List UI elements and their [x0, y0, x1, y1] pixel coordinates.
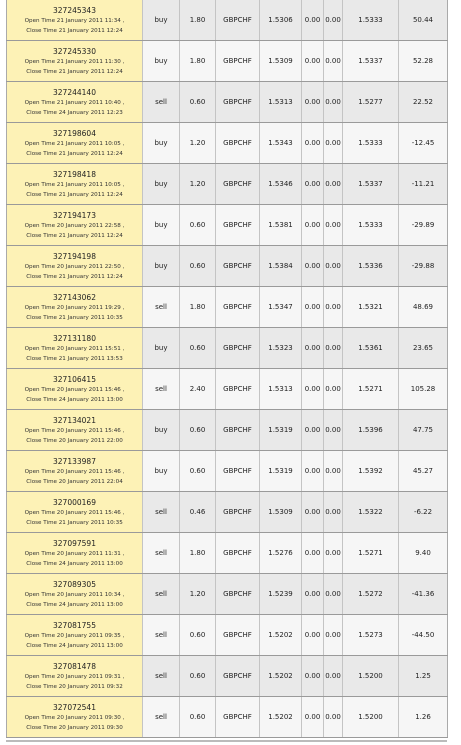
close-time: Close Time 21 January 2011 12:24	[26, 192, 123, 198]
ticket-number: 327000169	[53, 498, 96, 507]
ticket-number: 327081755	[53, 621, 96, 630]
open-price-cell: 1.5309	[260, 492, 302, 533]
stop-loss-cell: 0.00	[302, 41, 324, 82]
close-price-cell: 1.5200	[343, 656, 399, 697]
trade-type-cell: buy	[143, 0, 180, 41]
ticket-number: 327245330	[53, 47, 96, 56]
profit-cell: -12.45	[399, 123, 448, 164]
lots-cell: 0.60	[180, 451, 216, 492]
ticket-number: 327106415	[53, 375, 96, 384]
symbol-cell: GBPCHF	[216, 451, 260, 492]
open-price-cell: 1.5319	[260, 451, 302, 492]
profit-cell: -44.50	[399, 615, 448, 656]
take-profit-cell: 0.00	[324, 615, 343, 656]
open-price-cell: 1.5381	[260, 205, 302, 246]
trade-info-cell	[7, 533, 143, 574]
open-price-cell: 1.5276	[260, 533, 302, 574]
trade-info-cell	[7, 82, 143, 123]
symbol-cell: GBPCHF	[216, 615, 260, 656]
table-row	[7, 574, 448, 615]
trade-type-cell: sell	[143, 287, 180, 328]
symbol-cell: GBPCHF	[216, 164, 260, 205]
take-profit-cell: 0.00	[324, 697, 343, 738]
stop-loss-cell: 0.00	[302, 410, 324, 451]
stop-loss-cell: 0.00	[302, 0, 324, 41]
open-price-cell: 1.5323	[260, 328, 302, 369]
stop-loss-cell: 0.00	[302, 656, 324, 697]
lots-cell: 0.60	[180, 82, 216, 123]
profit-cell: 48.69	[399, 287, 448, 328]
close-price-cell: 1.5271	[343, 369, 399, 410]
table-row	[7, 123, 448, 164]
profit-cell: 23.65	[399, 328, 448, 369]
trade-type-cell: buy	[143, 328, 180, 369]
close-price-cell: 1.5333	[343, 0, 399, 41]
trade-type-cell: buy	[143, 410, 180, 451]
close-time: Close Time 20 January 2011 22:04	[26, 479, 123, 485]
symbol-cell: GBPCHF	[216, 205, 260, 246]
open-price-cell: 1.5309	[260, 41, 302, 82]
open-time: Open Time 21 January 2011 11:34 ,	[24, 18, 125, 24]
trade-type-cell: sell	[143, 369, 180, 410]
table-row	[7, 533, 448, 574]
table-row	[7, 451, 448, 492]
trade-type-cell: sell	[143, 533, 180, 574]
table-row	[7, 369, 448, 410]
ticket-number: 327194198	[53, 252, 96, 261]
close-time: Close Time 24 January 2011 13:00	[26, 397, 123, 403]
trade-type-cell: sell	[143, 697, 180, 738]
open-price-cell: 1.5313	[260, 82, 302, 123]
open-price-cell: 1.5202	[260, 697, 302, 738]
lots-cell: 1.80	[180, 533, 216, 574]
lots-cell: 1.80	[180, 0, 216, 41]
stop-loss-cell: 0.00	[302, 574, 324, 615]
take-profit-cell: 0.00	[324, 451, 343, 492]
table-row	[7, 287, 448, 328]
trade-info-cell	[7, 574, 143, 615]
open-time: Open Time 20 January 2011 10:34 ,	[24, 592, 125, 598]
trade-info-cell	[7, 697, 143, 738]
open-price-cell: 1.5202	[260, 656, 302, 697]
close-price-cell: 1.5337	[343, 164, 399, 205]
table-row	[7, 0, 448, 41]
symbol-cell: GBPCHF	[216, 533, 260, 574]
lots-cell: 1.20	[180, 574, 216, 615]
symbol-cell: GBPCHF	[216, 287, 260, 328]
stop-loss-cell: 0.00	[302, 246, 324, 287]
take-profit-cell: 0.00	[324, 205, 343, 246]
open-price-cell: 1.5202	[260, 615, 302, 656]
open-price-cell: 1.5346	[260, 164, 302, 205]
take-profit-cell: 0.00	[324, 410, 343, 451]
stop-loss-cell: 0.00	[302, 123, 324, 164]
symbol-cell: GBPCHF	[216, 410, 260, 451]
open-time: Open Time 20 January 2011 15:46 ,	[24, 387, 125, 393]
ticket-number: 327134021	[53, 416, 96, 425]
ticket-number: 327097591	[53, 539, 96, 548]
ticket-number: 327198604	[53, 129, 96, 138]
close-price-cell: 1.5271	[343, 533, 399, 574]
table-bottom-rule	[6, 740, 447, 742]
lots-cell: 2.40	[180, 369, 216, 410]
close-price-cell: 1.5336	[343, 246, 399, 287]
open-time: Open Time 20 January 2011 22:50 ,	[24, 264, 125, 270]
open-time: Open Time 20 January 2011 15:51 ,	[24, 346, 125, 352]
trade-info-cell	[7, 451, 143, 492]
take-profit-cell: 0.00	[324, 656, 343, 697]
trade-info-cell	[7, 287, 143, 328]
table-row	[7, 492, 448, 533]
profit-cell: 50.44	[399, 0, 448, 41]
take-profit-cell: 0.00	[324, 287, 343, 328]
ticket-number: 327081478	[53, 662, 96, 671]
profit-cell: 9.40	[399, 533, 448, 574]
stop-loss-cell: 0.00	[302, 328, 324, 369]
close-time: Close Time 24 January 2011 12:23	[26, 110, 123, 116]
profit-cell: -29.89	[399, 205, 448, 246]
open-time: Open Time 20 January 2011 09:30 ,	[24, 715, 125, 721]
trade-type-cell: sell	[143, 656, 180, 697]
open-time: Open Time 20 January 2011 19:29 ,	[24, 305, 125, 311]
ticket-number: 327198418	[53, 170, 96, 179]
table-row	[7, 615, 448, 656]
trade-history-table	[6, 0, 448, 738]
lots-cell: 1.80	[180, 287, 216, 328]
ticket-number: 327089305	[53, 580, 96, 589]
close-time: Close Time 21 January 2011 12:24	[26, 69, 123, 75]
trade-info-cell	[7, 656, 143, 697]
take-profit-cell: 0.00	[324, 41, 343, 82]
close-time: Close Time 21 January 2011 10:35	[26, 520, 123, 526]
stop-loss-cell: 0.00	[302, 164, 324, 205]
close-price-cell: 1.5361	[343, 328, 399, 369]
lots-cell: 1.20	[180, 123, 216, 164]
ticket-number: 327072541	[53, 703, 96, 712]
close-price-cell: 1.5396	[343, 410, 399, 451]
close-time: Close Time 21 January 2011 12:24	[26, 151, 123, 157]
take-profit-cell: 0.00	[324, 369, 343, 410]
profit-cell: 1.26	[399, 697, 448, 738]
open-price-cell: 1.5306	[260, 0, 302, 41]
close-time: Close Time 21 January 2011 12:24	[26, 28, 123, 34]
lots-cell: 0.60	[180, 328, 216, 369]
stop-loss-cell: 0.00	[302, 697, 324, 738]
trade-info-cell	[7, 410, 143, 451]
trade-type-cell: sell	[143, 615, 180, 656]
trade-info-cell	[7, 492, 143, 533]
take-profit-cell: 0.00	[324, 533, 343, 574]
trade-info-cell	[7, 328, 143, 369]
open-time: Open Time 20 January 2011 22:58 ,	[24, 223, 125, 229]
take-profit-cell: 0.00	[324, 492, 343, 533]
lots-cell: 0.60	[180, 615, 216, 656]
profit-cell: -11.21	[399, 164, 448, 205]
table-row	[7, 697, 448, 738]
lots-cell: 1.20	[180, 164, 216, 205]
open-time: Open Time 20 January 2011 09:31 ,	[24, 674, 125, 680]
close-price-cell: 1.5277	[343, 82, 399, 123]
stop-loss-cell: 0.00	[302, 533, 324, 574]
profit-cell: 45.27	[399, 451, 448, 492]
table-row	[7, 82, 448, 123]
symbol-cell: GBPCHF	[216, 123, 260, 164]
symbol-cell: GBPCHF	[216, 246, 260, 287]
profit-cell: 1.25	[399, 656, 448, 697]
close-price-cell: 1.5337	[343, 41, 399, 82]
stop-loss-cell: 0.00	[302, 82, 324, 123]
close-time: Close Time 20 January 2011 09:32	[26, 684, 123, 690]
profit-cell: -6.22	[399, 492, 448, 533]
ticket-number: 327143062	[53, 293, 96, 302]
open-price-cell: 1.5343	[260, 123, 302, 164]
open-time: Open Time 20 January 2011 15:46 ,	[24, 510, 125, 516]
close-price-cell: 1.5392	[343, 451, 399, 492]
ticket-number: 327194173	[53, 211, 96, 220]
stop-loss-cell: 0.00	[302, 615, 324, 656]
lots-cell: 0.60	[180, 656, 216, 697]
trade-type-cell: buy	[143, 41, 180, 82]
ticket-number: 327244140	[53, 88, 96, 97]
trade-type-cell: buy	[143, 123, 180, 164]
close-time: Close Time 20 January 2011 22:00	[26, 438, 123, 444]
open-time: Open Time 21 January 2011 11:30 ,	[24, 59, 125, 65]
close-time: Close Time 21 January 2011 13:53	[26, 356, 123, 362]
profit-cell: 47.75	[399, 410, 448, 451]
symbol-cell: GBPCHF	[216, 492, 260, 533]
open-time: Open Time 20 January 2011 15:46 ,	[24, 428, 125, 434]
symbol-cell: GBPCHF	[216, 82, 260, 123]
trade-info-cell	[7, 41, 143, 82]
lots-cell: 0.60	[180, 205, 216, 246]
open-time: Open Time 21 January 2011 10:40 ,	[24, 100, 125, 106]
open-price-cell: 1.5384	[260, 246, 302, 287]
lots-cell: 0.60	[180, 410, 216, 451]
close-time: Close Time 24 January 2011 13:00	[26, 602, 123, 608]
table-row	[7, 410, 448, 451]
trade-type-cell: buy	[143, 451, 180, 492]
profit-cell: 52.28	[399, 41, 448, 82]
trade-info-cell	[7, 369, 143, 410]
symbol-cell: GBPCHF	[216, 0, 260, 41]
trade-type-cell: sell	[143, 574, 180, 615]
take-profit-cell: 0.00	[324, 246, 343, 287]
close-price-cell: 1.5200	[343, 697, 399, 738]
close-time: Close Time 21 January 2011 10:35	[26, 315, 123, 321]
table-row	[7, 205, 448, 246]
ticket-number: 327133987	[53, 457, 96, 466]
ticket-number: 327131180	[53, 334, 96, 343]
take-profit-cell: 0.00	[324, 0, 343, 41]
open-price-cell: 1.5239	[260, 574, 302, 615]
profit-cell: 105.28	[399, 369, 448, 410]
stop-loss-cell: 0.00	[302, 492, 324, 533]
trade-info-cell	[7, 615, 143, 656]
stop-loss-cell: 0.00	[302, 369, 324, 410]
trade-type-cell: buy	[143, 246, 180, 287]
close-price-cell: 1.5272	[343, 574, 399, 615]
stop-loss-cell: 0.00	[302, 287, 324, 328]
profit-cell: 22.52	[399, 82, 448, 123]
lots-cell: 0.46	[180, 492, 216, 533]
lots-cell: 1.80	[180, 41, 216, 82]
take-profit-cell: 0.00	[324, 123, 343, 164]
open-time: Open Time 21 January 2011 10:05 ,	[24, 182, 125, 188]
trade-type-cell: sell	[143, 492, 180, 533]
symbol-cell: GBPCHF	[216, 574, 260, 615]
lots-cell: 0.60	[180, 697, 216, 738]
symbol-cell: GBPCHF	[216, 328, 260, 369]
open-price-cell: 1.5347	[260, 287, 302, 328]
take-profit-cell: 0.00	[324, 574, 343, 615]
take-profit-cell: 0.00	[324, 328, 343, 369]
take-profit-cell: 0.00	[324, 164, 343, 205]
trade-info-cell	[7, 164, 143, 205]
symbol-cell: GBPCHF	[216, 697, 260, 738]
symbol-cell: GBPCHF	[216, 369, 260, 410]
trade-type-cell: buy	[143, 164, 180, 205]
trade-type-cell: sell	[143, 82, 180, 123]
trade-info-cell	[7, 123, 143, 164]
trade-info-cell	[7, 246, 143, 287]
close-time: Close Time 21 January 2011 12:24	[26, 233, 123, 239]
close-time: Close Time 21 January 2011 12:24	[26, 274, 123, 280]
take-profit-cell: 0.00	[324, 82, 343, 123]
table-row	[7, 41, 448, 82]
trade-info-cell	[7, 205, 143, 246]
stop-loss-cell: 0.00	[302, 205, 324, 246]
table-row	[7, 164, 448, 205]
close-price-cell: 1.5333	[343, 123, 399, 164]
table-row	[7, 246, 448, 287]
close-price-cell: 1.5322	[343, 492, 399, 533]
close-time: Close Time 20 January 2011 09:30	[26, 725, 123, 731]
profit-cell: -41.36	[399, 574, 448, 615]
open-price-cell: 1.5313	[260, 369, 302, 410]
close-price-cell: 1.5333	[343, 205, 399, 246]
close-time: Close Time 24 January 2011 13:00	[26, 643, 123, 649]
trade-info-cell	[7, 0, 143, 41]
open-time: Open Time 20 January 2011 09:35 ,	[24, 633, 125, 639]
close-price-cell: 1.5321	[343, 287, 399, 328]
lots-cell: 0.60	[180, 246, 216, 287]
stop-loss-cell: 0.00	[302, 451, 324, 492]
trade-type-cell: buy	[143, 205, 180, 246]
symbol-cell: GBPCHF	[216, 656, 260, 697]
open-price-cell: 1.5319	[260, 410, 302, 451]
close-price-cell: 1.5273	[343, 615, 399, 656]
profit-cell: -29.88	[399, 246, 448, 287]
table-row	[7, 656, 448, 697]
table-row	[7, 328, 448, 369]
ticket-number: 327245343	[53, 6, 96, 15]
open-time: Open Time 20 January 2011 15:46 ,	[24, 469, 125, 475]
open-time: Open Time 21 January 2011 10:05 ,	[24, 141, 125, 147]
open-time: Open Time 20 January 2011 11:31 ,	[24, 551, 125, 557]
symbol-cell: GBPCHF	[216, 41, 260, 82]
close-time: Close Time 24 January 2011 13:00	[26, 561, 123, 567]
